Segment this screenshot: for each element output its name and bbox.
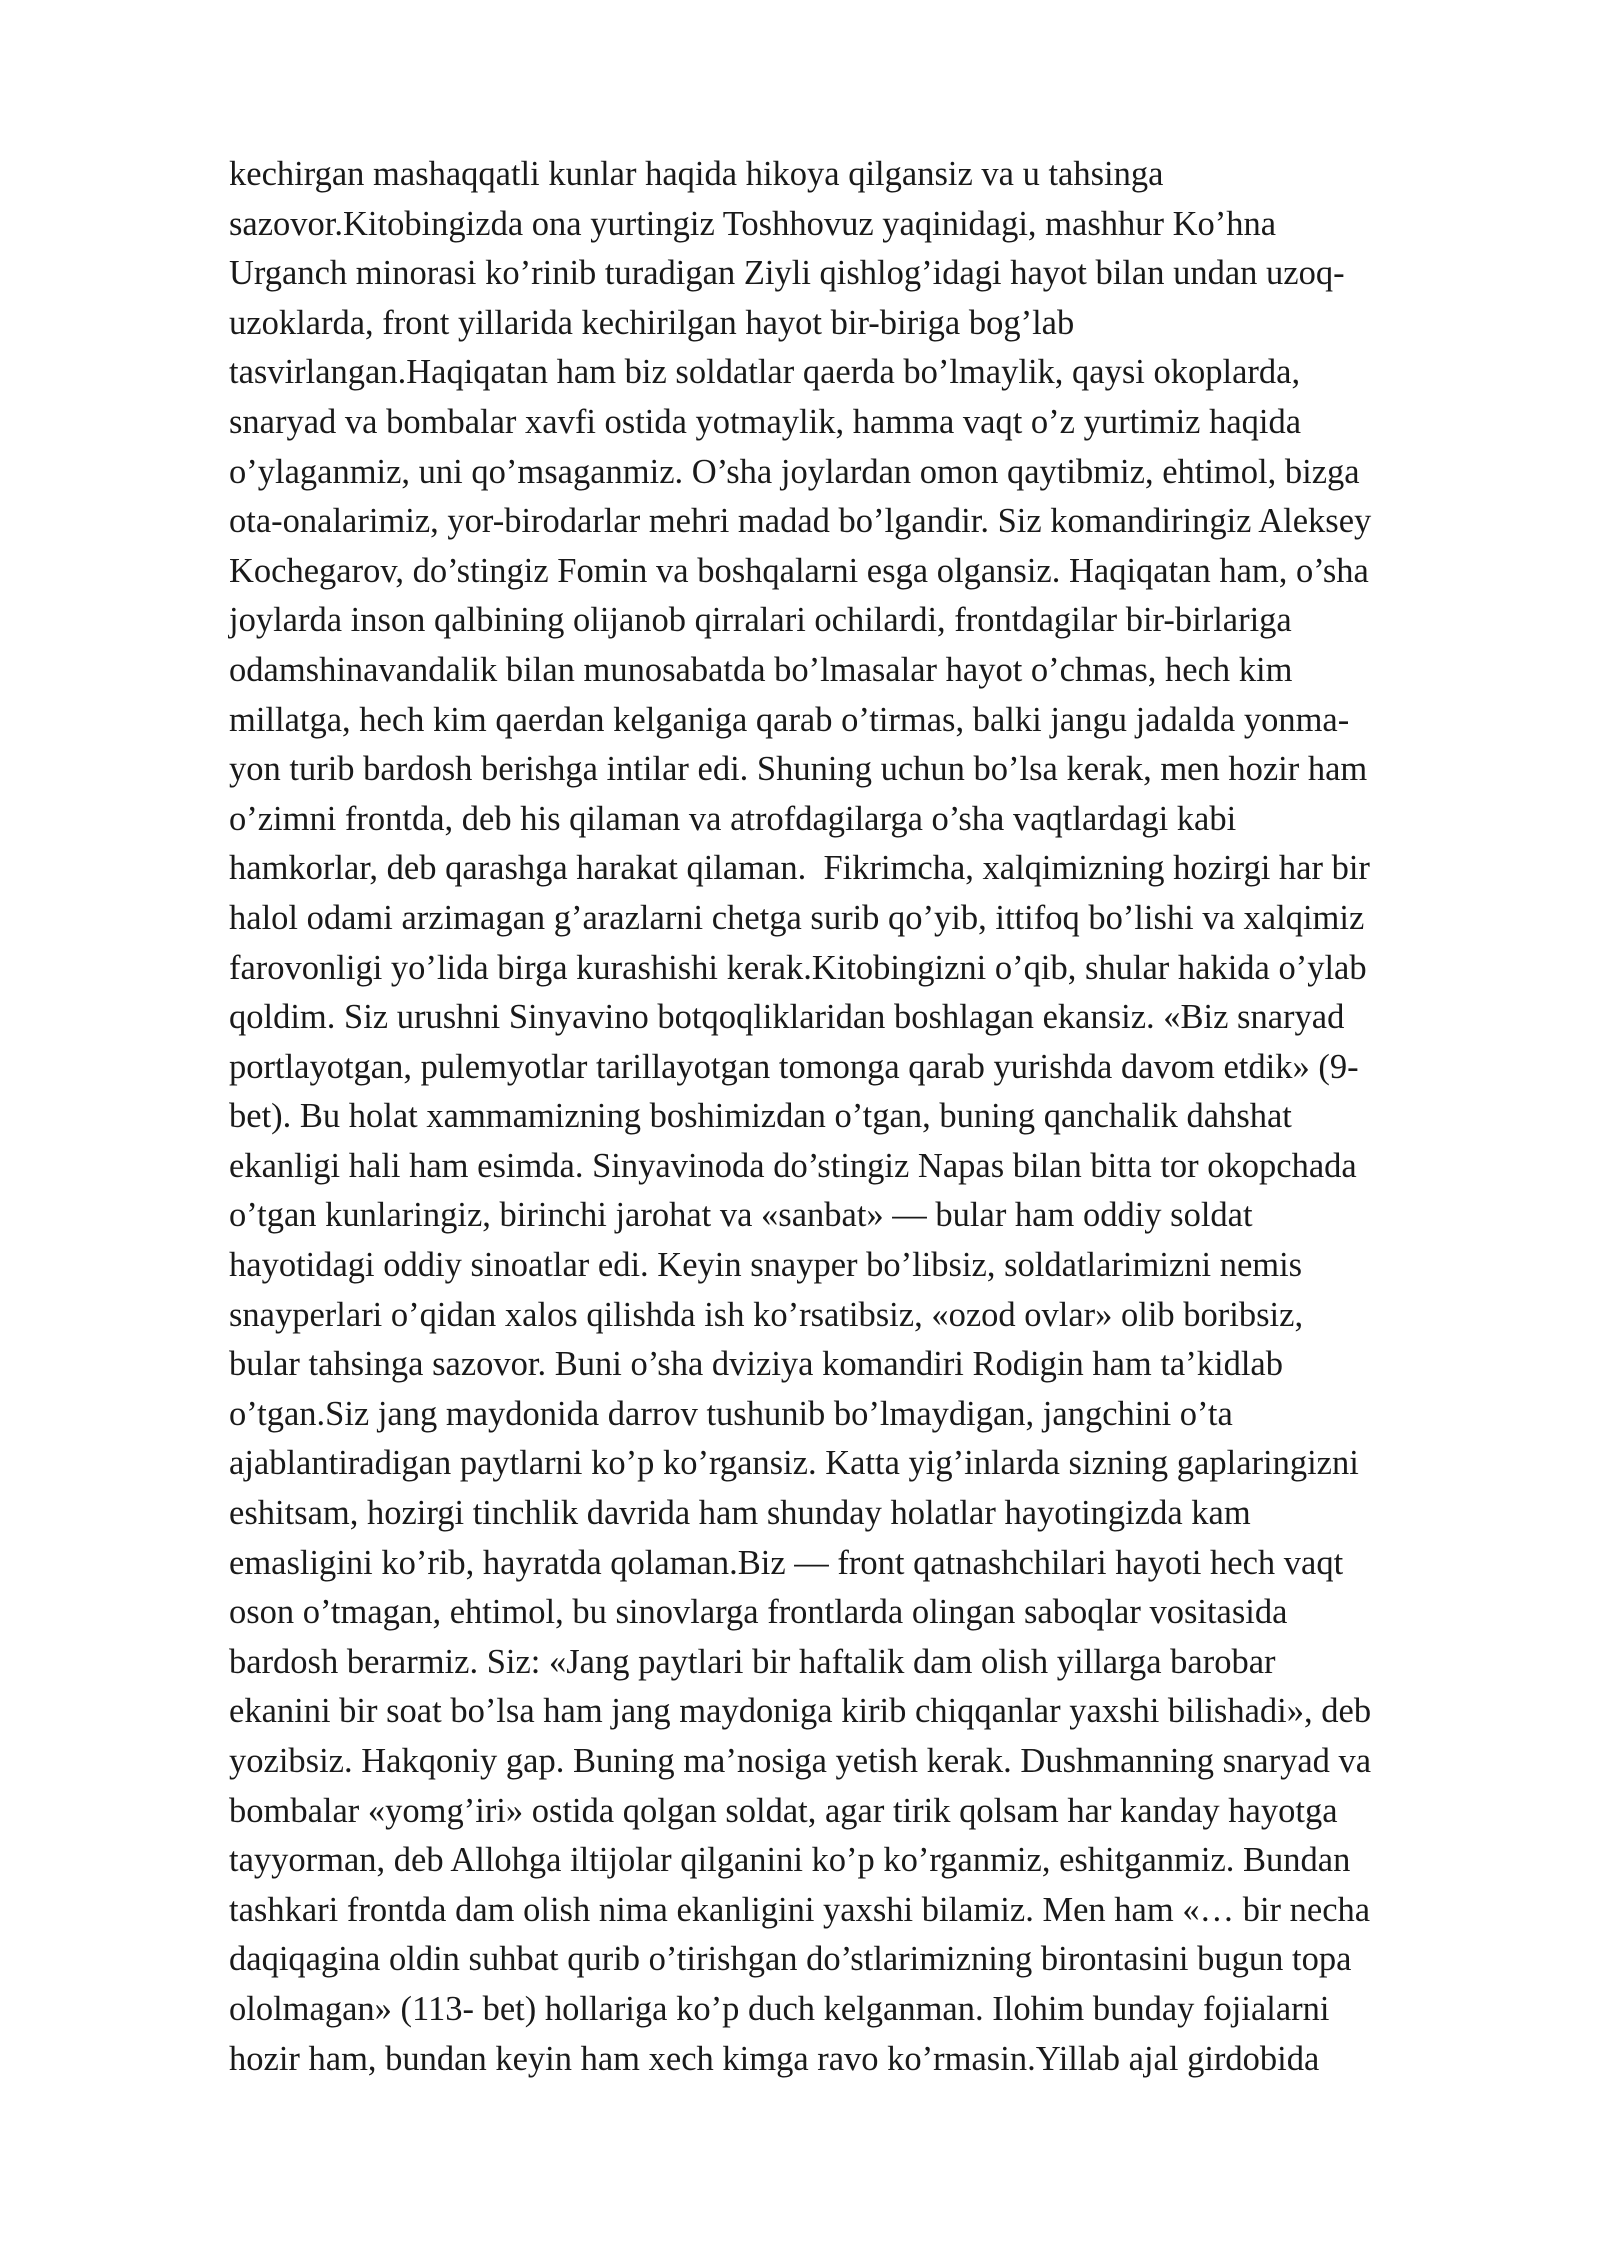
text-line: Kochegarov, do’stingiz Fomin va boshqalarni esga olgansiz. Haqiqatan ham, o’sha [229,551,1369,590]
text-line: ota-onalarimiz, yor-birodarlar mehri madad bo’lgandir. Siz komandiringiz Aleksey [229,502,1372,541]
text-line: eshitsam, hozirgi tinchlik davrida ham shunday holatlar hayotingizda kam [229,1494,1251,1533]
text-line: tashkari frontda dam olish nima ekanligini yaxshi bilamiz. Men ham «… bir necha [229,1890,1371,1929]
text-line: o’ylaganmiz, uni qo’msaganmiz. O’sha joylardan omon qaytibmiz, ehtimol, bizga [229,452,1360,491]
text-line: uzoklarda, front yillarida kechirilgan hayot bir-biriga bog’lab [229,303,1075,342]
text-line: hayotidagi oddiy sinoatlar edi. Keyin snayper bo’libsiz, soldatlarimizni nemis [229,1246,1303,1285]
body-text [229,150,1489,2084]
text-line: o’tgan.Siz jang maydonida darrov tushunib bo’lmaydigan, jangchini o’ta [229,1394,1233,1433]
text-line: ekanligi hali ham esimda. Sinyavinoda do’stingiz Napas bilan bitta tor okopchada [229,1146,1357,1185]
text-line: qoldim. Siz urushni Sinyavino botqoqliklaridan boshlagan ekansiz. «Biz snaryad [229,998,1345,1037]
text-line: halol odami arzimagan g’arazlarni chetga surib qo’yib, ittifoq bo’lishi va xalqimiz [229,898,1365,937]
text-line: hamkorlar, deb qarashga harakat qilaman. Fikrimcha, xalqimizning hozirgi har bir [229,849,1370,888]
text-line: sazovor.Kitobingizda ona yurtingiz Toshhovuz yaqinidagi, mashhur Ko’hna [229,204,1277,243]
text-line: bular tahsinga sazovor. Buni o’sha dviziya komandiri Rodigin ham ta’kidlab [229,1345,1283,1384]
text-line: kechirgan mashaqqatli kunlar haqida hikoya qilgansiz va u tahsinga [229,155,1164,193]
text-line: yon turib bardosh berishga intilar edi. Shuning uchun bo’lsa kerak, men hozir ham [229,750,1368,789]
text-line: o’tgan kunlaringiz, birinchi jarohat va «sanbat» — bular ham oddiy soldat [229,1196,1253,1235]
text-line: daqiqagina oldin suhbat qurib o’tirishgan do’stlarimizning birontasini bugun topa [229,1940,1352,1979]
text-line: tayyorman, deb Allohga iltijolar qilganini ko’p ko’rganmiz, eshitganmiz. Bundan [229,1841,1351,1880]
text-line: hozir ham, bundan keyin ham xech kimga ravo ko’rmasin.Yillab ajal girdobida [229,2039,1320,2078]
text-line: Urganch minorasi ko’rinib turadigan Ziyli qishlog’idagi hayot bilan undan uzoq- [229,254,1345,293]
text-line: bombalar «yomg’iri» ostida qolgan soldat, agar tirik qolsam har kanday hayotga [229,1791,1338,1830]
text-line: emasligini ko’rib, hayratda qolaman.Biz — front qatnashchilari hayoti hech vaqt [229,1543,1344,1582]
text-line: bardosh berarmiz. Siz: «Jang paytlari bir haftalik dam olish yillarga barobar [229,1642,1276,1681]
text-line: ololmagan» (113- bet) hollariga ko’p duch kelganman. Ilohim bunday fojialarni [229,1989,1330,2028]
text-line: snayperlari o’qidan xalos qilishda ish ko’rsatibsiz, «ozod ovlar» olib boribsiz, [229,1295,1304,1334]
text-line: o’zimni frontda, deb his qilaman va atrofdagilarga o’sha vaqtlardagi kabi [229,799,1237,838]
text-line: portlayotgan, pulemyotlar tarillayotgan tomonga qarab yurishda davom etdik» (9- [229,1047,1359,1086]
text-line: ajablantiradigan paytlarni ko’p ko’rgansiz. Katta yig’inlarda sizning gaplaringizni [229,1444,1359,1483]
text-line: bet). Bu holat xammamizning boshimizdan o’tgan, buning qanchalik dahshat [229,1097,1292,1136]
text-line: odamshinavandalik bilan munosabatda bo’lmasalar hayot o’chmas, hech kim [229,650,1293,689]
text-line: oson o’tmagan, ehtimol, bu sinovlarga frontlarda olingan saboqlar vositasida [229,1593,1288,1632]
text-line: ekanini bir soat bo’lsa ham jang maydoniga kirib chiqqanlar yaxshi bilishadi», deb [229,1692,1372,1731]
text-line: tasvirlangan.Haqiqatan ham biz soldatlar qaerda bo’lmaylik, qaysi okoplarda, [229,353,1301,392]
text-line: joylarda inson qalbining olijanob qirralari ochilardi, frontdagilar bir-birlariga [229,601,1292,640]
text-line: millatga, hech kim qaerdan kelganiga qarab o’tirmas, balki jangu jadalda yonma- [229,700,1350,739]
text-line: farovonligi yo’lida birga kurashishi kerak.Kitobingizni o’qib, shular hakida o’ylab [229,948,1367,987]
text-line: yozibsiz. Hakqoniy gap. Buning ma’nosiga yetish kerak. Dushmanning snaryad va [229,1742,1372,1780]
text-line: snaryad va bombalar xavfi ostida yotmaylik, hamma vaqt o’z yurtimiz haqida [229,402,1302,441]
